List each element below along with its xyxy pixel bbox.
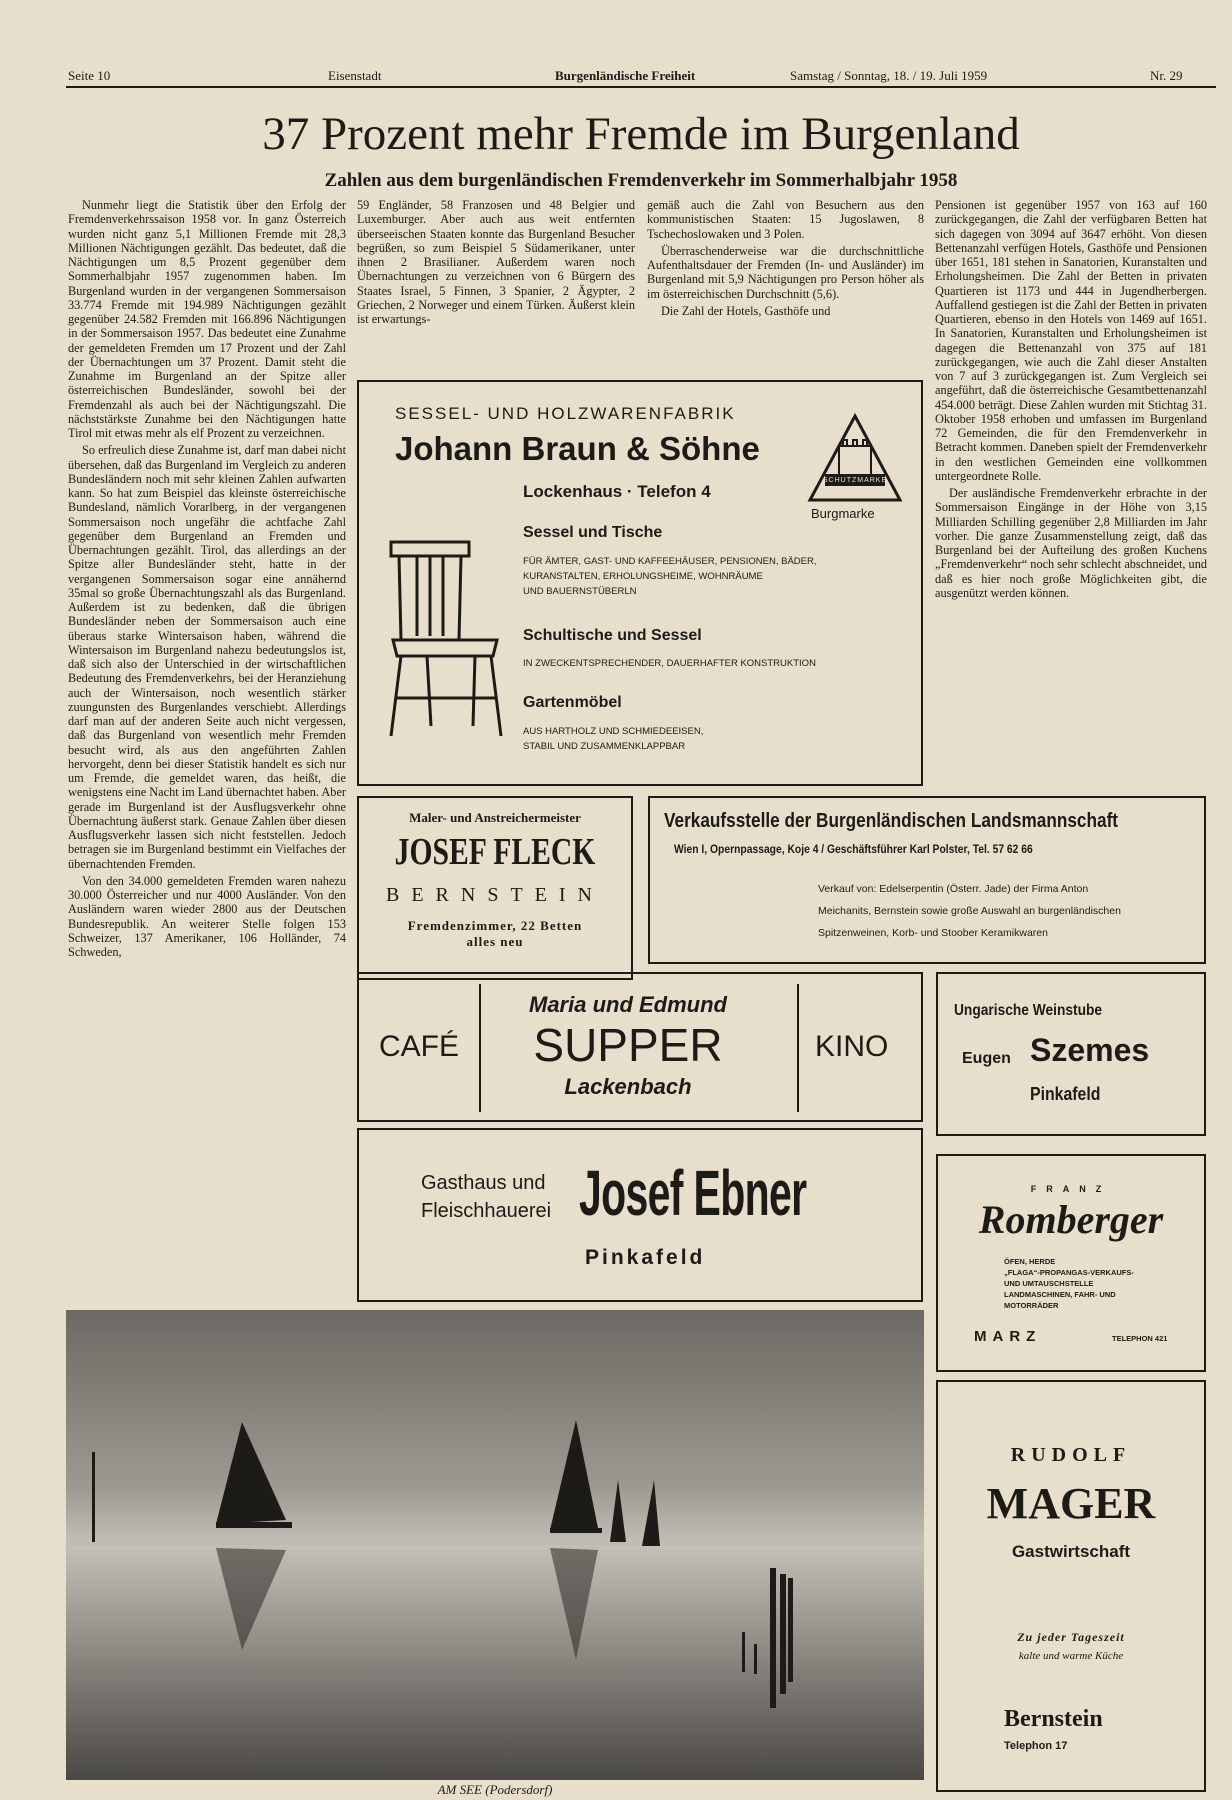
ad-mager-type: Gastwirtschaft (1011, 1542, 1131, 1561)
ad-szemes-name: Szemes (1030, 1032, 1150, 1068)
ad-mager-place: Bernstein (1004, 1706, 1103, 1732)
article-column-2 (357, 198, 635, 329)
ad-romberger-desc: ÖFEN, HERDE „FLAGA“-PROPANGAS-VERKAUFS- UND UMTAUSCHSTELLE LANDMASCHINEN, FAHR- UND MOTORRÄDER (1004, 1257, 1134, 1310)
article-column-4 (935, 198, 1207, 603)
paragraph: gemäß auch die Zahl von Besuchern aus den kommunistischen Staaten: 15 Jugoslawen, 8 Tschechoslowaken und 3 Polen. (647, 198, 924, 241)
paragraph: Die Zahl der Hotels, Gasthöfe und (661, 303, 831, 318)
ad-mager-t2: kalte und warme Küche (1018, 1650, 1124, 1662)
ad-supper (357, 972, 923, 1122)
article-column-3 (647, 198, 924, 321)
ad-szemes-first: Eugen (962, 1050, 1011, 1067)
ad-braun-name: Johann Braun & Söhne (395, 430, 760, 467)
ad-fleck-beds: Fremdenzimmer, 22 Betten (407, 918, 583, 933)
ad-mager (936, 1380, 1206, 1792)
ad-fleck-place: BERNSTEIN (386, 884, 604, 906)
headline: 37 Prozent mehr Fremde im Burgenland (262, 108, 1020, 160)
paragraph: 59 Engländer, 58 Franzosen und 48 Belgier und Luxemburger. Aber auch aus weit entfernten überseeischen Staaten konnte das Burgenland Besucher begrüßen, so zum Beispiel 5 Südamerikaner, unter ihnen 2 Brasilianer. Außerdem waren noch Übernachtungen zu verzeichnen von 6 Bürgern des Staates Israel, 5 Finnen, 3 Spanier, 2 Ägypter, 2 Griechen, 2 Norweger und einem Türken. Äußerst klein ist erwartungs- (357, 198, 635, 326)
ad-supper-place: Lackenbach (564, 1074, 692, 1099)
paragraph: Von den 34.000 gemeldeten Fremden waren nahezu 30.000 Österreicher und nur 4000 Ausländer. Von den Ausländern waren wieder 2800 aus der Deutschen Bundesrepublik. An weiterer Stelle folgen 153 Schweizer, 137 Amerikaner, 106 Holländer, 74 Schweden, (68, 873, 346, 959)
ad-braun-h2: Schultische und Sessel (523, 627, 702, 644)
ad-ebner-place: Pinkafeld (585, 1246, 706, 1269)
ad-ebner-l2: Fleischhauerei (421, 1200, 552, 1222)
ad-braun-mark: SCHUTZMARKE (822, 477, 888, 484)
ad-supper-cafe: CAFÉ (379, 1030, 460, 1063)
ad-romberger (936, 1154, 1206, 1372)
ad-fleck-top: Maler- und Anstreichermeister (409, 810, 581, 825)
photo-caption: AM SEE (Podersdorf) (437, 1782, 553, 1797)
ad-szemes-place: Pinkafeld (1030, 1084, 1101, 1104)
header-date: Samstag / Sonntag, 18. / 19. Juli 1959 (790, 68, 988, 83)
ad-szemes-top: Ungarische Weinstube (954, 1002, 1103, 1019)
ad-romberger-place: MARZ (974, 1328, 1042, 1345)
ad-mager-first: RUDOLF (1010, 1444, 1132, 1466)
ad-romberger-tel: TELEPHON 421 (1112, 1334, 1168, 1343)
ad-ls-title: Verkaufsstelle der Burgenländischen Landsmannschaft (664, 810, 1119, 832)
photo-sailboats (66, 1310, 924, 1780)
paragraph: Pensionen ist gegenüber 1957 von 163 auf 160 zurückgegangen, die Zahl der verfügbaren Betten hat sich dagegen von 3094 auf 3647 erhöht. Von diesen Bettenanzahl verfügen Hotels, Gasthöfe und Pensionen über 1651, 181 stehen in Sanatorien, Kuranstalten und Erholungsheimen. Die Zahl der Betten in privaten Quartieren ist 1173 und 444 in Jugendherbergen. Auffallend gestiegen ist die Zahl der Betten in privaten Quartieren, ebenso in den Hotels von 1469 auf 1651. In Sanatorien, Kuranstalten und Erholungsheimen ist dagegen die Bettenanzahl von 375 auf 181 zurückgegangen, wie auch die Zahl dieser Anstalten von 7 auf 3 zurückgegangen ist. Zum Vergleich sei angeführt, daß die österreichische Gesamtbettenanzahl 454.000 beträgt. Diese Zahlen wurden mit Stichtag 31. Oktober 1958 erhoben und umfassen im Burgenland 72 Gemeinden, die für den Fremdenverkehr in Betracht kommen. Daneben spielt der Fremdenverkehr in den westlichen Gemeinden eine vollkommen untergeordnete Rolle. (935, 198, 1207, 483)
ad-fleck (357, 796, 633, 980)
header-place: Eisenstadt (328, 68, 382, 83)
paragraph: Überraschenderweise war die durchschnittliche Aufenthaltsdauer der Fremden (In- und Ausländer) im Burgenland mit 5,9 Nächtigungen pro Person höher als im österreichischen Durchschnitt (5,6). (647, 243, 924, 301)
header-paper: Burgenländische Freiheit (555, 68, 696, 83)
ad-szemes (936, 972, 1206, 1136)
ad-braun-h3: Gartenmöbel (523, 694, 622, 711)
ad-mager-name: MAGER (986, 1479, 1156, 1528)
paragraph: So erfreulich diese Zunahme ist, darf man dabei nicht übersehen, daß das Burgenland im Vergleich zu anderen Bundesländern noch mit sehr kleinen Zahlen aufwarten kann. So hat zum Beispiel das kleinste österreichische Bundesland, nämlich Vorarlberg, in der vergangenen Sommersaison noch ungefähr die achtfache Zahl gegenüber dem Burgenland an Fremden und Übernachtungen gezählt. Tirol, das allerdings an der Spitze aller Bundesländer steht, hatte in der vergangenen Sommersaison sogar eine annähernd 35mal so große Übernachtungszahl als das Burgenland. Außerdem ist zu bedenken, daß die übrigen Bundesländer neben der Sommersaison auch eine überaus starke Wintersaison haben, während die Wintersaison im Burgenland nahezu bedeutungslos ist, daß sich also der Unterschied in der wirtschaftlichen Bedeutung des Fremdenverkehrs, bei der Heranziehung auch der Wintersaison, noch wesentlich stärker zuungunsten des Burgenlandes verschiebt. Allerdings darf man auf der anderen Seite auch nicht vergessen, daß das Burgenland von wesentlich mehr Fremden besucht wird, als aus den angeführten Zahlen hervorgeht, denn bei dieser Statistik handelt es sich nur um Fremde, die gemeldet waren, das heißt, die wenigstens eine Nacht im Land übernachtet haben. Aber gerade im Burgenland ist der Ausflugsverkehr ohne Übernachtung äußerst stark. Genaue Zahlen über diesen Ausflugsverkehr lassen sich nicht feststellen. Jedoch betragen sie im Burgenland bestimmt ein Vielfaches der übernachtenden Fremden. (68, 443, 346, 871)
ad-ebner-l1: Gasthaus und (421, 1172, 546, 1194)
ad-braun-top: SESSEL- UND HOLZWARENFABRIK (395, 404, 736, 423)
divider (797, 984, 799, 1112)
ad-mager-tel: Telephon 17 (1004, 1740, 1068, 1752)
ad-ebner-name: Josef Ebner (579, 1157, 807, 1229)
ad-supper-kino: KINO (815, 1030, 889, 1063)
paragraph: Der ausländische Fremdenverkehr erbrachte in der Sommersaison Eingänge in der Höhe von 3,15 Milliarden Schilling gegenüber 2,8 Milliarden im Jahr vorher. Die ganze Zusammenstellung zeigt, daß das Burgenland bei der Aufteilung des großen Kuchens „Fremdenverkehr“ noch sehr schlecht abschneidet, und daß es hier noch große Möglichkeiten gibt, die ausgenützt werden können. (935, 486, 1207, 600)
ad-romberger-name: Romberger (978, 1197, 1164, 1242)
header-rule (66, 86, 1216, 88)
divider (479, 984, 481, 1112)
subheadline: Zahlen aus dem burgenländischen Fremdenverkehr im Sommerhalbjahr 1958 (324, 170, 958, 191)
ad-braun-h1: Sessel und Tische (523, 524, 663, 541)
ad-braun-place: Lockenhaus · Telefon 4 (523, 482, 711, 501)
ad-ls-sub: Wien I, Opernpassage, Koje 4 / Geschäftsführer Karl Polster, Tel. 57 62 66 (674, 842, 1033, 856)
ad-fleck-new: alles neu (466, 934, 524, 949)
ad-fleck-name: JOSEF FLECK (394, 831, 596, 873)
castle-trademark-icon (805, 412, 905, 504)
ad-braun-t2: IN ZWECKENTSPRECHENDER, DAUERHAFTER KONSTRUKTION (523, 658, 816, 669)
paragraph: Nunmehr liegt die Statistik über den Erfolg der Fremdenverkehrssaison 1958 vor. In ganz Österreich wurden nicht ganz 5,1 Millionen Fremde mit 28,3 Millionen Nächtigungen gezählt. Das bedeutet, daß die Nächtigungen um 8,5 Prozent gegenüber dem Sommerhalbjahr 1957 zugenommen haben. Im Burgenland wurden in der vergangenen Sommersaison 33.774 Fremde mit 194.989 Nächtigungen gezählt gegenüber 24.582 Fremden mit 166.896 Nächtigungen in der Sommersaison 1957. Das bedeutet eine Zunahme der gemeldeten Fremden um 17 Prozent und der Zahl der Übernachtungen um 37 Prozent. Damit steht die Zunahme im Burgenland an der Spitze aller österreichischen Bundesländer, sowohl bei der Fremdenzahl als auch bei der Nächtigungszahl. Die nächststärkste Zunahme bei den Nächtigungen hatte Tirol mit etwas mehr als elf Prozent zu verzeichnen. (68, 198, 346, 440)
chair-illustration (387, 540, 505, 740)
ad-romberger-first: FRANZ (1030, 1184, 1112, 1194)
ad-supper-names: Maria und Edmund (529, 992, 727, 1017)
article-column-1 (68, 198, 346, 962)
ad-supper-name: SUPPER (533, 1019, 723, 1071)
page-number: Seite 10 (68, 68, 111, 83)
ad-braun-brand: Burgmarke (811, 506, 875, 521)
ad-landsmannschaft (648, 796, 1206, 964)
ad-ebner (357, 1128, 923, 1302)
ad-ls-text: Verkauf von: Edelserpentin (Österr. Jade) der Firma Anton Meichanits, Bernstein sowie große Auswahl an burgenländischen Spitzenweinen, Korb- und Stoober Keramikwaren (818, 883, 1121, 939)
ad-mager-t1: Zu jeder Tageszeit (1017, 1630, 1125, 1644)
ad-braun (357, 380, 923, 786)
header-issue: Nr. 29 (1150, 68, 1183, 83)
ad-braun-t1: FÜR ÄMTER, GAST- UND KAFFEEHÄUSER, PENSIONEN, BÄDER, KURANSTALTEN, ERHOLUNGSHEIME, WOHNRÄUME UND BAUERNSTÜBERLN (523, 556, 817, 597)
ad-braun-t3: AUS HARTHOLZ UND SCHMIEDEEISEN, STABIL UND ZUSAMMENKLAPPBAR (523, 726, 704, 752)
